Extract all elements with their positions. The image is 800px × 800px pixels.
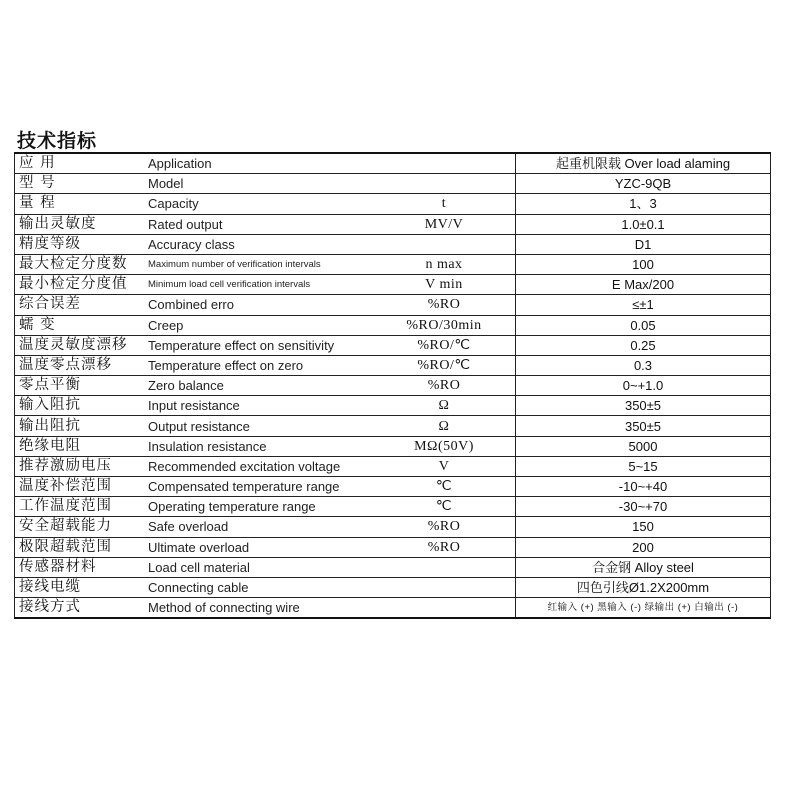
table-row — [15, 598, 771, 619]
table-row — [15, 436, 771, 456]
row-label-en: Capacity — [148, 194, 373, 214]
row-unit: t — [373, 194, 516, 214]
table-row — [15, 335, 771, 355]
table-row — [15, 456, 771, 476]
row-value: 100 — [516, 254, 771, 274]
row-label-cn: 温度补偿范围 — [15, 477, 149, 497]
table-row — [15, 577, 771, 597]
row-unit — [373, 153, 516, 174]
row-label-cn: 量 程 — [15, 194, 149, 214]
row-label-cn: 推荐激励电压 — [15, 456, 149, 476]
row-unit: %RO/30min — [373, 315, 516, 335]
row-value: 1.0±0.1 — [516, 214, 771, 234]
row-label-cn: 温度灵敏度漂移 — [15, 335, 149, 355]
row-unit: %RO/℃ — [373, 335, 516, 355]
row-label-cn: 综合误差 — [15, 295, 149, 315]
row-unit: ℃ — [373, 497, 516, 517]
row-label-cn: 蠕 变 — [15, 315, 149, 335]
row-label-en: Zero balance — [148, 376, 373, 396]
table-row — [15, 254, 771, 274]
row-label-cn: 零点平衡 — [15, 376, 149, 396]
row-label-en: Load cell material — [148, 557, 373, 577]
table-row — [15, 355, 771, 375]
row-label-cn: 输入阻抗 — [15, 396, 149, 416]
spec-table-body — [15, 153, 771, 618]
row-unit: %RO — [373, 295, 516, 315]
row-value: 0~+1.0 — [516, 376, 771, 396]
row-label-en: Minimum load cell verification intervals — [148, 275, 373, 295]
row-value: 合金钢 Alloy steel — [516, 557, 771, 577]
row-unit: n max — [373, 254, 516, 274]
table-row — [15, 376, 771, 396]
table-row — [15, 497, 771, 517]
row-label-cn: 安全超载能力 — [15, 517, 149, 537]
row-value: 350±5 — [516, 416, 771, 436]
row-label-en: Application — [148, 153, 373, 174]
row-label-cn: 输出阻抗 — [15, 416, 149, 436]
row-label-en: Safe overload — [148, 517, 373, 537]
row-unit — [373, 598, 516, 619]
row-unit: MΩ(50V) — [373, 436, 516, 456]
table-row — [15, 396, 771, 416]
row-label-cn: 传感器材料 — [15, 557, 149, 577]
row-label-cn: 最小检定分度值 — [15, 275, 149, 295]
row-label-en: Temperature effect on zero — [148, 355, 373, 375]
row-unit: Ω — [373, 396, 516, 416]
row-value: 0.3 — [516, 355, 771, 375]
row-value: 5~15 — [516, 456, 771, 476]
row-value: -10~+40 — [516, 477, 771, 497]
row-value: -30~+70 — [516, 497, 771, 517]
row-label-en: Rated output — [148, 214, 373, 234]
row-value: 起重机限载 Over load alaming — [516, 153, 771, 174]
row-label-cn: 温度零点漂移 — [15, 355, 149, 375]
row-value: 四色引线Ø1.2X200mm — [516, 577, 771, 597]
row-unit — [373, 577, 516, 597]
table-row — [15, 315, 771, 335]
row-label-en: Compensated temperature range — [148, 477, 373, 497]
row-label-en: Method of connecting wire — [148, 598, 373, 619]
row-value: 0.05 — [516, 315, 771, 335]
row-unit: MV/V — [373, 214, 516, 234]
row-label-cn: 输出灵敏度 — [15, 214, 149, 234]
row-label-cn: 绝缘电阻 — [15, 436, 149, 456]
row-unit: Ω — [373, 416, 516, 436]
row-unit — [373, 234, 516, 254]
row-value: 1、3 — [516, 194, 771, 214]
table-row — [15, 537, 771, 557]
row-label-en: Ultimate overload — [148, 537, 373, 557]
row-label-en: Operating temperature range — [148, 497, 373, 517]
row-label-en: Model — [148, 174, 373, 194]
row-value: 350±5 — [516, 396, 771, 416]
row-value: 0.25 — [516, 335, 771, 355]
table-row — [15, 174, 771, 194]
row-label-en: Accuracy class — [148, 234, 373, 254]
row-label-cn: 型 号 — [15, 174, 149, 194]
row-label-en: Input resistance — [148, 396, 373, 416]
table-row — [15, 517, 771, 537]
row-value: 200 — [516, 537, 771, 557]
row-value: 150 — [516, 517, 771, 537]
row-label-cn: 最大检定分度数 — [15, 254, 149, 274]
row-unit: ℃ — [373, 477, 516, 497]
table-row — [15, 194, 771, 214]
row-value: YZC-9QB — [516, 174, 771, 194]
row-value: D1 — [516, 234, 771, 254]
row-unit: V min — [373, 275, 516, 295]
row-value: E Max/200 — [516, 275, 771, 295]
row-value: 5000 — [516, 436, 771, 456]
table-row — [15, 295, 771, 315]
row-label-en: Temperature effect on sensitivity — [148, 335, 373, 355]
table-row — [15, 557, 771, 577]
page-title: 技术指标 — [17, 130, 98, 152]
row-value: 红输入 (+) 黑输入 (-) 绿输出 (+) 白输出 (-) — [516, 598, 771, 619]
row-label-en: Recommended excitation voltage — [148, 456, 373, 476]
row-unit — [373, 557, 516, 577]
row-unit: %RO — [373, 537, 516, 557]
row-label-cn: 工作温度范围 — [15, 497, 149, 517]
row-label-en: Creep — [148, 315, 373, 335]
table-row — [15, 275, 771, 295]
row-label-en: Connecting cable — [148, 577, 373, 597]
row-value: ≤±1 — [516, 295, 771, 315]
table-row — [15, 153, 771, 174]
table-row — [15, 477, 771, 497]
row-label-cn: 极限超载范围 — [15, 537, 149, 557]
row-unit: %RO — [373, 517, 516, 537]
row-label-cn: 接线方式 — [15, 598, 149, 619]
row-label-cn: 精度等级 — [15, 234, 149, 254]
table-row — [15, 214, 771, 234]
table-row — [15, 416, 771, 436]
row-unit: V — [373, 456, 516, 476]
row-label-cn: 应 用 — [15, 153, 149, 174]
row-unit: %RO/℃ — [373, 355, 516, 375]
table-row — [15, 234, 771, 254]
row-label-en: Maximum number of verification intervals — [148, 254, 373, 274]
spec-table — [14, 152, 771, 619]
row-label-en: Insulation resistance — [148, 436, 373, 456]
row-unit — [373, 174, 516, 194]
row-label-en: Output resistance — [148, 416, 373, 436]
row-unit: %RO — [373, 376, 516, 396]
row-label-en: Combined erro — [148, 295, 373, 315]
row-label-cn: 接线电缆 — [15, 577, 149, 597]
